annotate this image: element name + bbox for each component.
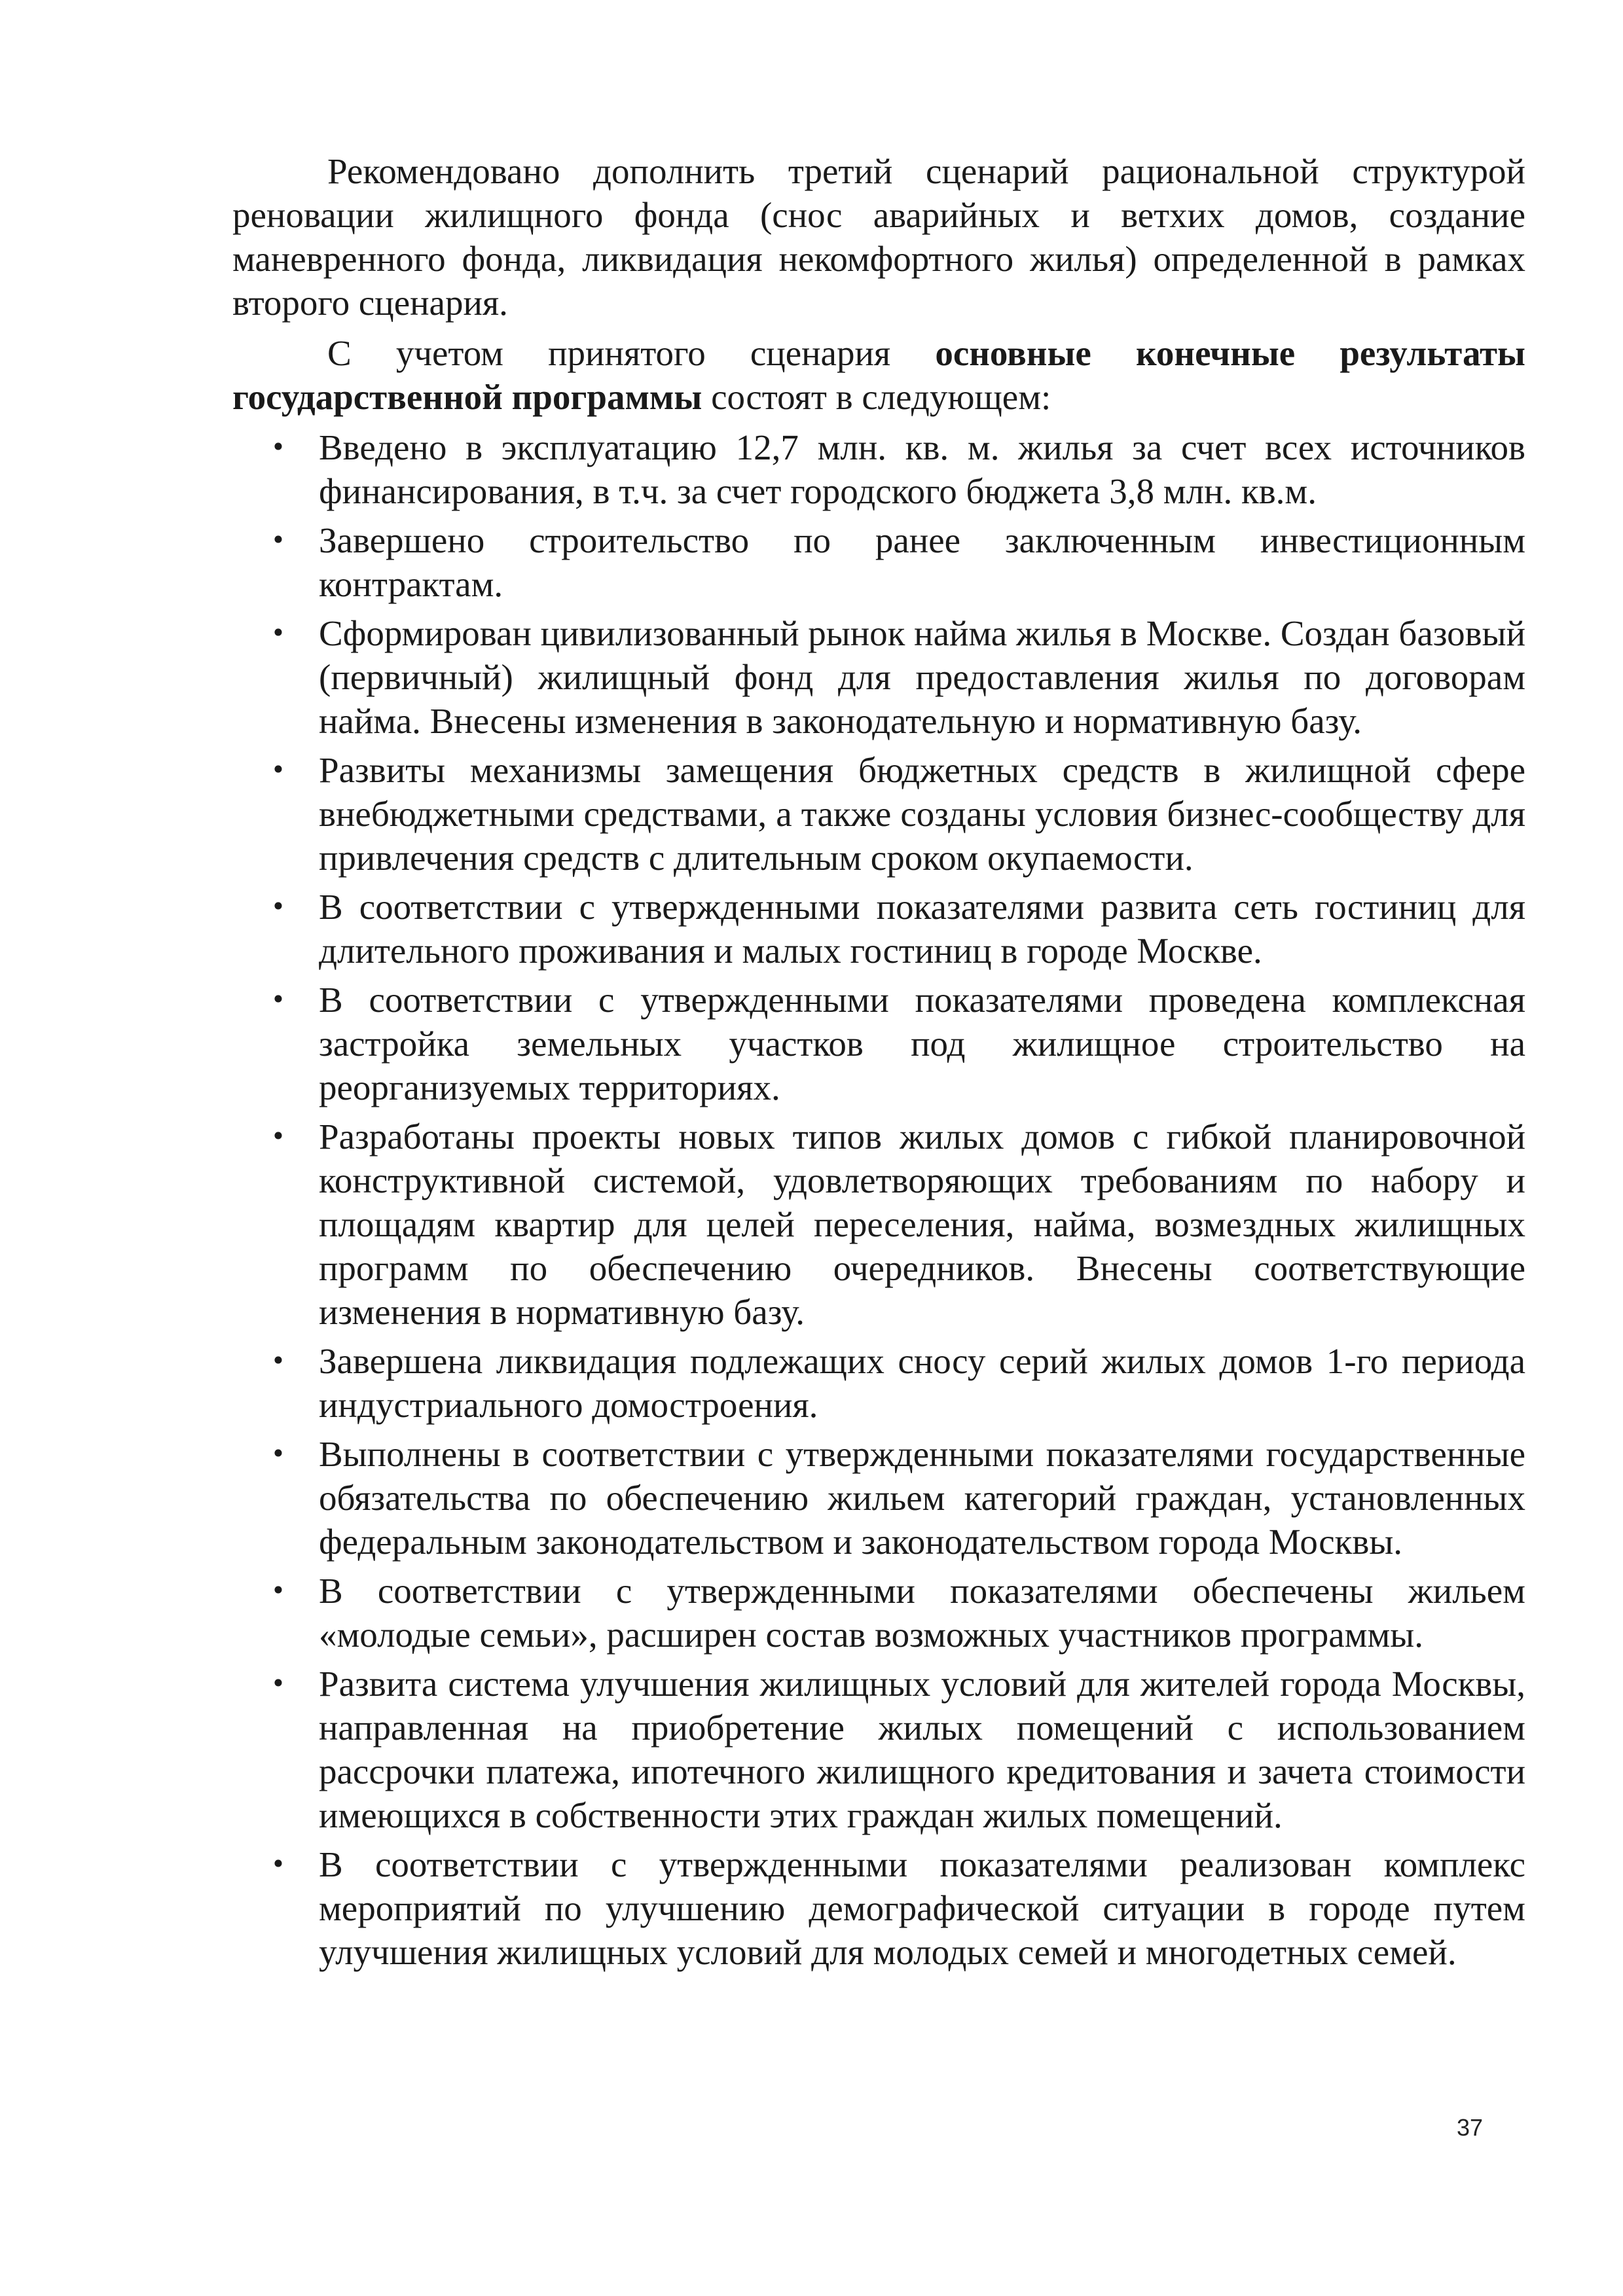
intro-tail-text: состоят в следующем:: [702, 377, 1051, 417]
list-item: [232, 885, 1525, 973]
intro-lead-text: С учетом принятого сценария: [327, 333, 936, 373]
bullet-icon: •: [270, 985, 286, 1014]
bullet-icon: •: [270, 1850, 286, 1878]
list-item-text: Развита система улучшения жилищных условий для жителей города Москвы, направленная на приобретение жилых помещений с использованием рассрочки платежа, ипотечного жилищного кредитования и зачета стоимости имеющихся в собственности этих граждан жилых помещений.: [319, 1664, 1525, 1835]
paragraph-results-intro: [232, 331, 1525, 419]
bullet-icon: •: [270, 1576, 286, 1605]
list-item: [232, 1569, 1525, 1657]
list-item-text: Введено в эксплуатацию 12,7 млн. кв. м. жилья за счет всех источников финансирования, в т.ч. за счет городского бюджета 3,8 млн. кв.м.: [319, 427, 1525, 511]
list-item: [232, 748, 1525, 880]
list-item: [232, 611, 1525, 743]
bullet-icon: •: [270, 1122, 286, 1151]
bullet-icon: •: [270, 1439, 286, 1468]
list-item-text: В соответствии с утвержденными показателями развита сеть гостиниц для длительного проживания и малых гостиниц в городе Москве.: [319, 887, 1525, 971]
list-item: [232, 518, 1525, 606]
paragraph-recommendation: Рекомендовано дополнить третий сценарий рациональной структурой реновации жилищного фонда (снос аварийных и ветхих домов, создание маневренного фонда, ликвидация некомфортного жилья) определенной в рамках второго сценария.: [232, 151, 1525, 323]
bullet-icon: •: [270, 433, 286, 461]
list-item-text: Развиты механизмы замещения бюджетных средств в жилищной сфере внебюджетными средствами, а также созданы условия бизнес-сообществу для привлечения средств с длительным сроком окупаемости.: [319, 750, 1525, 878]
list-item-text: Разработаны проекты новых типов жилых домов с гибкой планировочной конструктивной системой, удовлетворяющих требованиям по набору и площадям квартир для целей переселения, найма, возмездных жилищных программ по обеспечению очередников. Внесены соответствующие изменения в нормативную базу.: [319, 1117, 1525, 1332]
list-item: [232, 1662, 1525, 1837]
intro-bold-text: основные конечные результаты государственной программы: [232, 333, 1525, 417]
list-item: [232, 1842, 1525, 1974]
list-item: [232, 425, 1525, 513]
bullet-icon: •: [270, 619, 286, 647]
list-item-text: В соответствии с утвержденными показателями проведена комплексная застройка земельных участков под жилищное строительство на реорганизуемых территориях.: [319, 980, 1525, 1107]
bullet-icon: •: [270, 755, 286, 784]
bullet-icon: •: [270, 892, 286, 921]
list-item-text: Завершено строительство по ранее заключенным инвестиционным контрактам.: [319, 520, 1525, 604]
document-page: [232, 149, 1525, 1979]
list-item: [232, 1115, 1525, 1334]
list-item-text: В соответствии с утвержденными показателями реализован комплекс мероприятий по улучшению демографической ситуации в городе путем улучшения жилищных условий для молодых семей и многодетных семей.: [319, 1844, 1525, 1972]
list-item: [232, 1339, 1525, 1427]
results-list: [232, 425, 1525, 1974]
list-item-text: В соответствии с утвержденными показателями обеспечены жильем «молодые семьи», расширен состав возможных участников программы.: [319, 1571, 1525, 1655]
list-item-text: Выполнены в соответствии с утвержденными показателями государственные обязательства по обеспечению жильем категорий граждан, установленных федеральным законодательством и законодательством города Москвы.: [319, 1434, 1525, 1562]
list-item-text: Завершена ликвидация подлежащих сносу серий жилых домов 1-го периода индустриального домостроения.: [319, 1341, 1525, 1425]
list-item: [232, 978, 1525, 1109]
bullet-icon: •: [270, 1346, 286, 1375]
list-item-text: Сформирован цивилизованный рынок найма жилья в Москве. Создан базовый (первичный) жилищный фонд для предоставления жилья по договорам найма. Внесены изменения в законодательную и нормативную базу.: [319, 613, 1525, 741]
bullet-icon: •: [270, 526, 286, 554]
list-item: [232, 1432, 1525, 1564]
bullet-icon: •: [270, 1669, 286, 1698]
page-number: 37: [1457, 2114, 1484, 2141]
